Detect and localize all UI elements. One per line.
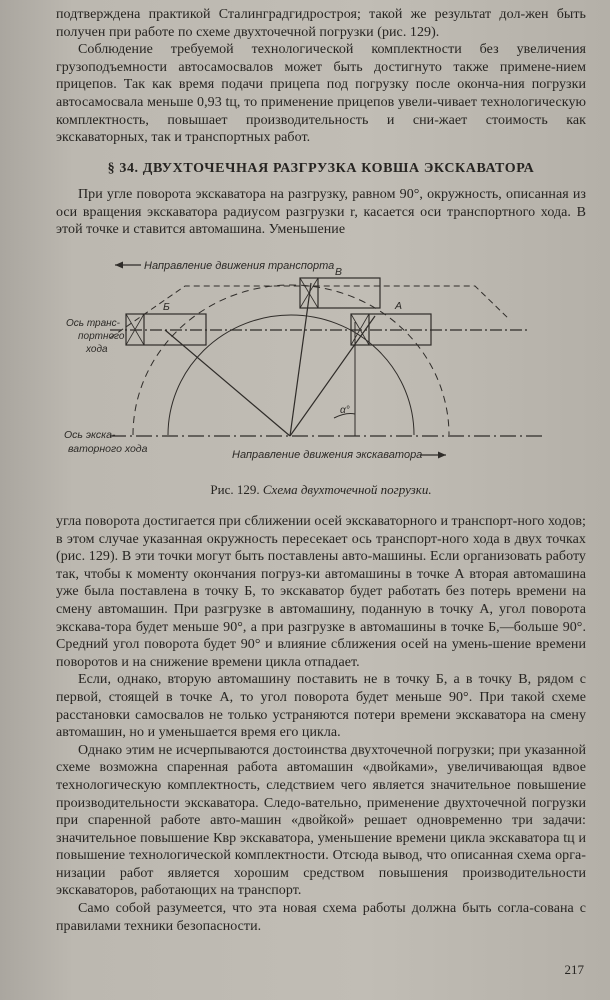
- paragraph: угла поворота достигается при сближении осей экскаваторного и транспорт-ного ходов; в этом случае указанная окружность пересекает ось транспорт-ного хода в двух точках (рис. 129). В эти точки могут быть поставлены авто-машины. Если организовать работу так, чтобы к моменту окончания погруз-ки автомашины в точке А вторая автомашина уже была поставлена в точку Б, то экскаватор будет работать без потерь времени на смену автомашин. При разгрузке в автомашину, поданную в точку А, угол поворота экскава-тора будет меньше 90°, а при разгрузке в автомашины в точке Б,—больше 90°. Средний угол поворота будет 90° и влияние сближения осей на умень-шение времени поворотов и на снижение времени цикла отпадает.: [56, 514, 586, 670]
- point-a-label: А: [395, 300, 403, 312]
- transport-axis-label-1: Ось транс-: [66, 318, 120, 329]
- point-b-label: Б: [163, 301, 170, 313]
- page-number: 217: [564, 962, 584, 977]
- bottom-text-block: [56, 513, 586, 935]
- angle-label: α°: [340, 405, 350, 416]
- paragraph: Однако этим не исчерпываются достоинства двухточечной погрузки; при указанной схеме возможна спаренная работа автомашин «двойками», увеличивающая вдвое технологическую комплектность, следствием чего является значительное повышение производительности экскаватора. Следо-вательно, применение двухточечной погрузки при спаренной работе авто-машин «двойкой» решает одновременно три задачи: значительное повышение Квр экскаватора, уменьшение времени цикла экскаватора tц и повышение технологической комплектности. Отсюда вывод, что описанная схема орга-низации работ является хорошим средством повышения производительности экскаваторов, работающих на транспорт.: [56, 742, 586, 899]
- caption-label: Рис. 129.: [210, 482, 260, 497]
- radius-line-b: [165, 330, 290, 436]
- excavator-axis-label-2: ваторного хода: [68, 443, 148, 455]
- transport-axis-label-3: хода: [86, 344, 108, 355]
- point-v-label: В: [335, 266, 343, 278]
- transport-direction-label: Направление движения транспорта: [144, 260, 335, 272]
- inner-arc: [168, 315, 414, 435]
- paragraph: Соблюдение требуемой технологической комплектности без увеличения грузоподъемности автосамосвалов может быть достигнуто также примене-нием прицепов. Так как время подачи прицепа под погрузку после оконча-ния погрузки автосамосвала меньше 0,93 tц, то применение прицепов увели-чивает технологическую комплектность, повышает производительность и сни-жает стоимость как экскаваторных, так и транспортных работ.: [56, 42, 586, 146]
- vehicle-v: [300, 278, 380, 308]
- transport-axis-label-2: портного: [78, 331, 125, 342]
- paragraph: Само собой разумеется, что эта новая схема работы должна быть согла-сована с правилами техники безопасности.: [56, 901, 586, 934]
- caption-text: Схема двухточечной погрузки.: [262, 482, 432, 497]
- paragraph: подтверждена практикой Сталинградгидростроя; такой же результат дол-жен быть получен при работе по схеме двухточечной погрузки (рис. 129).: [56, 7, 586, 40]
- paragraph: При угле поворота экскаватора на разгрузку, равном 90°, окружность, описанная из оси вращения экскаватора радиусом разгрузки r, касается оси транспортного хода. В этой точке и ставится автомашина. Уменьшение: [56, 187, 586, 238]
- figure-caption: [56, 482, 586, 498]
- excavator-axis-label-1: Ось экска-: [64, 429, 116, 441]
- excavator-direction-label: Направление движения экскаватора: [232, 449, 423, 461]
- section-heading: § 34. ДВУХТОЧЕЧНАЯ РАЗГРУЗКА КОВША ЭКСКАВАТОРА: [107, 161, 535, 176]
- paragraph: Если, однако, вторую автомашину поставить не в точку Б, а в точку В, рядом с первой, стоящей в точке А, то угол поворота будет меньше 90°. При такой схеме расстановки самосвалов не только устраняются потери времени экскаватора на смену автомашин, но и уменьшается время его цикла.: [56, 672, 586, 741]
